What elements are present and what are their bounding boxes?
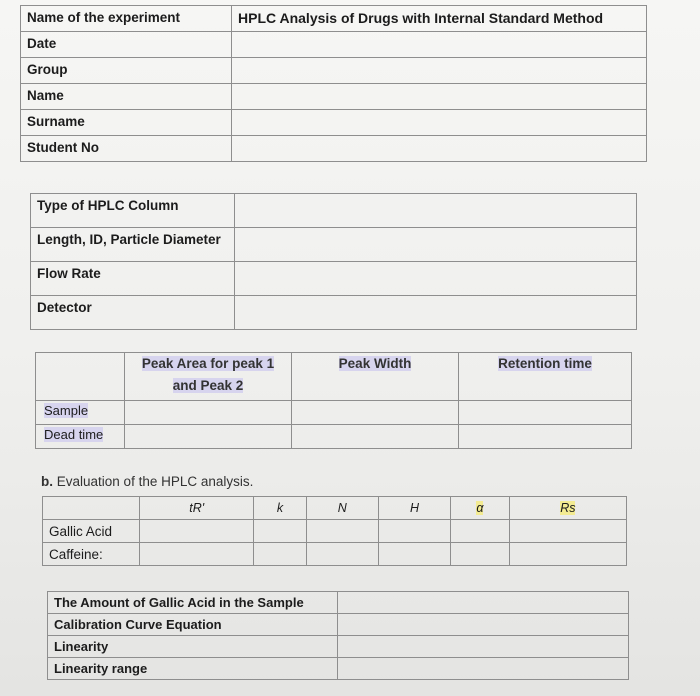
gallic-acid-h-field[interactable] bbox=[378, 520, 450, 543]
table-row bbox=[48, 614, 629, 636]
table-row bbox=[43, 520, 627, 543]
gallic-acid-amount-field[interactable] bbox=[338, 592, 629, 614]
rs-header-cell bbox=[509, 497, 626, 520]
n-header-cell bbox=[306, 497, 378, 520]
alpha-header-cell bbox=[451, 497, 510, 520]
date-label-cell bbox=[21, 32, 232, 58]
gallic-acid-amount-label: The Amount of Gallic Acid in the Sample bbox=[54, 595, 304, 610]
gallic-acid-tr-field[interactable] bbox=[140, 520, 254, 543]
peak-area-header-line1: Peak Area for peak 1 bbox=[141, 356, 275, 371]
section-b-title: Evaluation of the HPLC analysis. bbox=[56, 474, 254, 489]
experiment-name-value: HPLC Analysis of Drugs with Internal Standard Method bbox=[238, 10, 604, 26]
student-no-label-cell bbox=[21, 136, 232, 162]
peak-width-header-cell bbox=[292, 353, 459, 401]
n-header: N bbox=[337, 501, 347, 515]
sample-row-label: Sample bbox=[44, 403, 89, 418]
flow-rate-label-cell bbox=[31, 262, 235, 296]
dimensions-label: Length, ID, Particle Diameter bbox=[37, 232, 221, 247]
section-b-prefix: b. bbox=[41, 474, 53, 489]
column-info-table bbox=[30, 193, 637, 330]
linearity-range-field[interactable] bbox=[338, 658, 629, 680]
flow-rate-field[interactable] bbox=[235, 262, 637, 296]
group-field[interactable] bbox=[232, 58, 647, 84]
experiment-name-label: Name of the experiment bbox=[27, 10, 181, 25]
column-type-label-cell bbox=[31, 194, 235, 228]
sample-peak-area-field[interactable] bbox=[125, 401, 292, 425]
retention-time-header: Retention time bbox=[498, 356, 592, 371]
table-row bbox=[31, 194, 637, 228]
alpha-header: α bbox=[476, 501, 484, 515]
caffeine-tr-field[interactable] bbox=[140, 543, 254, 566]
column-type-field[interactable] bbox=[235, 194, 637, 228]
table-header-row bbox=[36, 353, 632, 401]
corner-cell bbox=[36, 353, 125, 401]
detector-label: Detector bbox=[37, 300, 92, 315]
caffeine-label-cell bbox=[43, 543, 140, 566]
caffeine-label: Caffeine: bbox=[49, 547, 103, 562]
gallic-acid-rs-field[interactable] bbox=[509, 520, 626, 543]
linearity-label-cell bbox=[48, 636, 338, 658]
dimensions-label-cell bbox=[31, 228, 235, 262]
table-row bbox=[48, 592, 629, 614]
calibration-equation-label-cell bbox=[48, 614, 338, 636]
k-header: k bbox=[276, 501, 284, 515]
table-row bbox=[48, 658, 629, 680]
peak-area-header-cell bbox=[125, 353, 292, 401]
table-row bbox=[21, 136, 647, 162]
caffeine-k-field[interactable] bbox=[254, 543, 306, 566]
dead-time-row-label: Dead time bbox=[44, 427, 104, 442]
table-row bbox=[36, 401, 632, 425]
table-row bbox=[21, 58, 647, 84]
gallic-acid-k-field[interactable] bbox=[254, 520, 306, 543]
student-no-label: Student No bbox=[27, 140, 99, 155]
dead-time-peak-area-field[interactable] bbox=[125, 425, 292, 449]
table-row bbox=[31, 228, 637, 262]
peak-data-table bbox=[35, 352, 632, 449]
gallic-acid-label: Gallic Acid bbox=[49, 524, 113, 539]
results-table bbox=[47, 591, 629, 680]
table-row bbox=[21, 84, 647, 110]
caffeine-h-field[interactable] bbox=[378, 543, 450, 566]
dimensions-field[interactable] bbox=[235, 228, 637, 262]
retention-time-header-cell bbox=[459, 353, 632, 401]
gallic-acid-alpha-field[interactable] bbox=[451, 520, 510, 543]
surname-label: Surname bbox=[27, 114, 85, 129]
gallic-acid-n-field[interactable] bbox=[306, 520, 378, 543]
name-field[interactable] bbox=[232, 84, 647, 110]
surname-field[interactable] bbox=[232, 110, 647, 136]
caffeine-rs-field[interactable] bbox=[509, 543, 626, 566]
experiment-name-label-cell bbox=[21, 6, 232, 32]
corner-cell bbox=[43, 497, 140, 520]
flow-rate-label: Flow Rate bbox=[37, 266, 101, 281]
sample-peak-width-field[interactable] bbox=[292, 401, 459, 425]
calibration-equation-label: Calibration Curve Equation bbox=[54, 617, 222, 632]
table-header-row bbox=[43, 497, 627, 520]
name-label-cell bbox=[21, 84, 232, 110]
linearity-label: Linearity bbox=[54, 639, 109, 654]
caffeine-alpha-field[interactable] bbox=[451, 543, 510, 566]
rs-header: Rs bbox=[560, 501, 576, 515]
k-header-cell bbox=[254, 497, 306, 520]
table-row bbox=[21, 32, 647, 58]
section-b-heading bbox=[41, 474, 253, 489]
caffeine-n-field[interactable] bbox=[306, 543, 378, 566]
gallic-acid-amount-label-cell bbox=[48, 592, 338, 614]
tr-prime-header-cell bbox=[140, 497, 254, 520]
tr-prime-header: tR' bbox=[189, 501, 205, 515]
group-label-cell bbox=[21, 58, 232, 84]
linearity-range-label-cell bbox=[48, 658, 338, 680]
table-row bbox=[48, 636, 629, 658]
table-row bbox=[36, 425, 632, 449]
gallic-acid-label-cell bbox=[43, 520, 140, 543]
table-row bbox=[21, 6, 647, 32]
date-label: Date bbox=[27, 36, 57, 51]
table-row bbox=[43, 543, 627, 566]
student-no-field[interactable] bbox=[232, 136, 647, 162]
name-label: Name bbox=[27, 88, 64, 103]
dead-time-retention-time-field[interactable] bbox=[459, 425, 632, 449]
table-row bbox=[31, 296, 637, 330]
h-header: H bbox=[409, 501, 419, 515]
peak-area-header-line2: and Peak 2 bbox=[172, 378, 244, 393]
detector-label-cell bbox=[31, 296, 235, 330]
experiment-name-value-cell bbox=[232, 6, 647, 32]
h-header-cell bbox=[378, 497, 450, 520]
linearity-range-label: Linearity range bbox=[54, 661, 148, 676]
table-row bbox=[21, 110, 647, 136]
date-field[interactable] bbox=[232, 32, 647, 58]
linearity-field[interactable] bbox=[338, 636, 629, 658]
peak-width-header: Peak Width bbox=[338, 356, 412, 371]
evaluation-table bbox=[42, 496, 627, 566]
group-label: Group bbox=[27, 62, 68, 77]
dead-time-peak-width-field[interactable] bbox=[292, 425, 459, 449]
experiment-info-table bbox=[20, 5, 647, 162]
column-type-label: Type of HPLC Column bbox=[37, 198, 179, 213]
sample-retention-time-field[interactable] bbox=[459, 401, 632, 425]
sample-row-label-cell bbox=[36, 401, 125, 425]
detector-field[interactable] bbox=[235, 296, 637, 330]
dead-time-row-label-cell bbox=[36, 425, 125, 449]
surname-label-cell bbox=[21, 110, 232, 136]
table-row bbox=[31, 262, 637, 296]
calibration-equation-field[interactable] bbox=[338, 614, 629, 636]
